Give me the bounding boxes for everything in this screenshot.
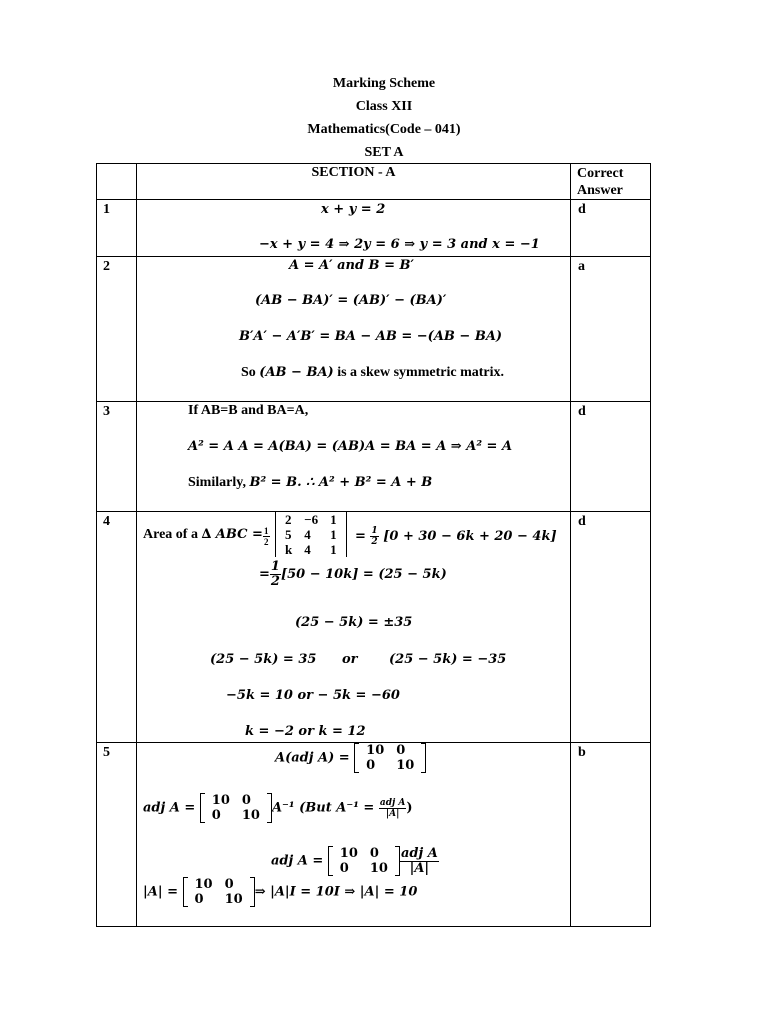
table-row — [97, 402, 651, 512]
equation-line: (25 − 5k) = 35 — [210, 652, 317, 667]
equation-line: adj A = 10 0 0 10 A⁻¹ (But A⁻¹ = $\frac{\text{adj A}}{|A|}$ ) — [143, 793, 413, 823]
question-number: 5 — [97, 743, 137, 927]
question-number: 1 — [97, 200, 137, 257]
set-label: SET A — [364, 145, 404, 160]
marking-table — [96, 163, 651, 927]
statement-line: Similarly, B² = B. ∴ A² + B² = A + B — [188, 475, 433, 490]
equation-line: |A| = 10 0 0 10 ⇒ |A|I = 10I ⇒ |A| = 10 — [143, 877, 418, 907]
equation-line: A = A′ and B = B′ — [289, 258, 414, 273]
equation-line: (25 − 5k) = ±35 — [295, 615, 413, 630]
answer-column-header — [571, 164, 651, 200]
equation-line: −x + y = 4 ⇒ 2y = 6 ⇒ y = 3 and x = −1 — [259, 237, 540, 252]
equation-line: (25 − 5k) = −35 — [389, 652, 507, 667]
determinant-matrix: 2 −6 1 5 4 1 k 4 1 — [275, 512, 347, 557]
table-header-row — [97, 164, 651, 200]
answer-cell: b — [571, 743, 651, 927]
table-row — [97, 200, 651, 257]
class-label: Class XII — [355, 99, 413, 114]
area-label: Area of a ∆ ABC = — [143, 527, 263, 542]
half-fraction: $\frac{1}{2}$ — [264, 526, 269, 547]
equation-line: (AB − BA)′ = (AB)′ − (BA)′ — [255, 293, 447, 308]
question-number: 3 — [97, 402, 137, 512]
table-row — [97, 257, 651, 402]
equation-line: k = −2 or k = 12 — [245, 724, 366, 739]
doc-title: Marking Scheme — [332, 76, 436, 91]
statement-line: If AB=B and BA=A, — [188, 403, 309, 418]
section-title: SECTION - A — [137, 164, 571, 200]
equation-line: A(adj A) = 10 0 0 10 — [275, 743, 426, 773]
equation-line: B′A′ − A′B′ = BA − AB = −(AB − BA) — [239, 329, 503, 344]
answer-header-line2: Answer — [577, 183, 623, 198]
equation-line: = $\frac{1}{2}$ [0 + 30 − 6k + 20 − 4k] — [355, 526, 557, 547]
statement-line: So (AB − BA) is a skew symmetric matrix. — [241, 365, 504, 380]
equation-line: A² = A A = A(BA) = (AB)A = BA = A ⇒ A² = A — [188, 439, 513, 454]
answer-header-line1: Correct — [577, 166, 624, 181]
question-number: 2 — [97, 257, 137, 402]
answer-cell: d — [571, 512, 651, 743]
solution-cell — [137, 402, 571, 512]
equation-line: x + y = 2 — [321, 202, 386, 217]
or-word: or — [342, 652, 358, 667]
equation-line: adj A = 10 0 0 10 $\frac{\text{adj A}}{|A|}$ — [271, 845, 438, 876]
equation-line: = $\frac{1}{2}$ [50 − 10k] = (25 − 5k) — [259, 559, 447, 589]
table-row — [97, 512, 651, 743]
equation-line: −5k = 10 or − 5k = −60 — [226, 688, 400, 703]
answer-cell: d — [571, 402, 651, 512]
answer-cell: d — [571, 200, 651, 257]
question-number: 4 — [97, 512, 137, 743]
solution-cell — [137, 257, 571, 402]
table-row — [97, 743, 651, 927]
solution-cell — [137, 743, 571, 927]
header-blank-cell — [97, 164, 137, 200]
answer-cell: a — [571, 257, 651, 402]
solution-cell — [137, 200, 571, 257]
subject-label: Mathematics(Code – 041) — [307, 122, 461, 137]
solution-cell — [137, 512, 571, 743]
